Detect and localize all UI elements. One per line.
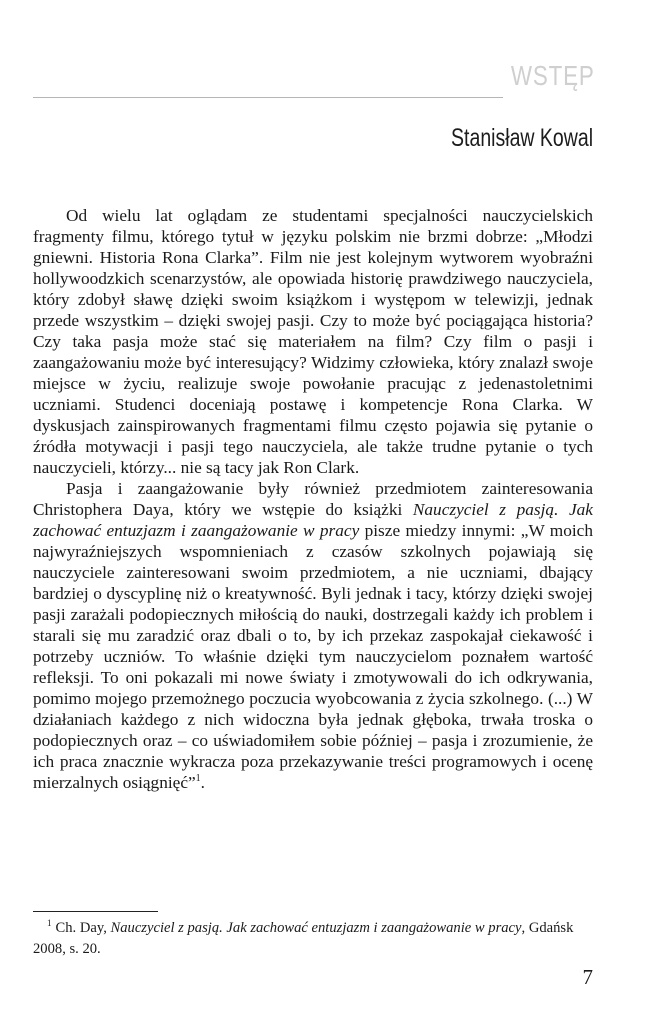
footnote-reference: 1 [195,773,201,785]
page-number: 7 [582,965,593,989]
paragraph-1: Od wielu lat oglądam ze studentami specjalności nauczycielskich fragmenty filmu, którego tytuł w języku polskim nie brzmi dobrze: „Młodzi gniewni. Historia Rona Clarka”. Film nie jest kolejnym wytworem wyobraźni hollywoodzkich scenarzystów, ale opowiada historię prawdziwego nauczyciela, który zdobył sławę dzięki swoim książkom i występom w telewizji, jednak przede wszystkim – dzięki swojej pasji. Czy to może być pociągająca historia? Czy taka pasja może stać się materiałem na film? Czy film o pasji i zaangażowaniu może być interesujący? Widzimy człowieka, który znalazł swoje miejsce w życiu, realizuje swoje powołanie pracując z jedenastoletnimi uczniami. Studenci doceniają postawę i kompetencje Rona Clarka. W dyskusjach zainspirowanych fragmentami filmu często pojawia się pytanie o źródła motywacji i pasji tego nauczyciela, ale także trudne pytanie o tych nauczycieli, którzy... nie są tacy jak Ron Clark. [33,206,593,477]
paragraph-2-rest: pisze miedzy innymi: „W moich najwyraźniejszych wspomnieniach z czasów szkolnych pojawiają się nauczyciele zainteresowani swoim przedmiotem, a nie uczniami, dbający bardziej o dyscyplinę niż o kreatywność. Byli jednak i tacy, którzy dzięki swojej pasji zarażali podopiecznych miłością do nauki, dostrzegali każdy ich problem i starali się mu zaradzić oraz dbali o to, by ich przekaz zaspokajał ciekawość i potrzeby uczniów. To właśnie dzięki tym nauczycielom poznałem wartość refleksji. To oni pokazali mi nowe światy i zmotywowali do ich odkrywania, pomimo mojego przemożnego poczucia wyobcowania z życia szkolnego. (...) W działaniach każdego z nich widoczna była jednak głęboka, trwała troska o podopiecznych oraz – co uświadomiłem sobie później – pasja i zrozumienie, że ich praca znacznie wykracza poza przekazywanie treści programowych i ocenę mierzalnych osiągnięć” [33,521,593,792]
footnote-title: Nauczyciel z pasją. Jak zachować entuzjazm i zaangażowanie w pracy [110,920,522,936]
chapter-rule [33,97,503,98]
paragraph-2-end: . [200,773,205,792]
paragraph-2 [33,478,593,793]
book-title: Nauczyciel z pasją. Jak zachować entuzjazm i zaangażowanie w pracy [33,500,593,540]
footnote [33,918,593,960]
body-text [33,205,593,793]
chapter-title: WSTĘP [511,60,595,91]
footnote-lead: Ch. Day, [55,920,111,936]
author-name: Stanisław Kowal [451,124,593,152]
footnote-rest: , Gdańsk 2008, s. 20. [33,920,574,957]
paragraph-2-lead: Pasja i zaangażowanie były również przedmiotem zainteresowania Christophera Daya, który we wstępie do książki [33,479,593,519]
footnote-rule [33,911,158,912]
footnote-number: 1 [47,918,52,929]
